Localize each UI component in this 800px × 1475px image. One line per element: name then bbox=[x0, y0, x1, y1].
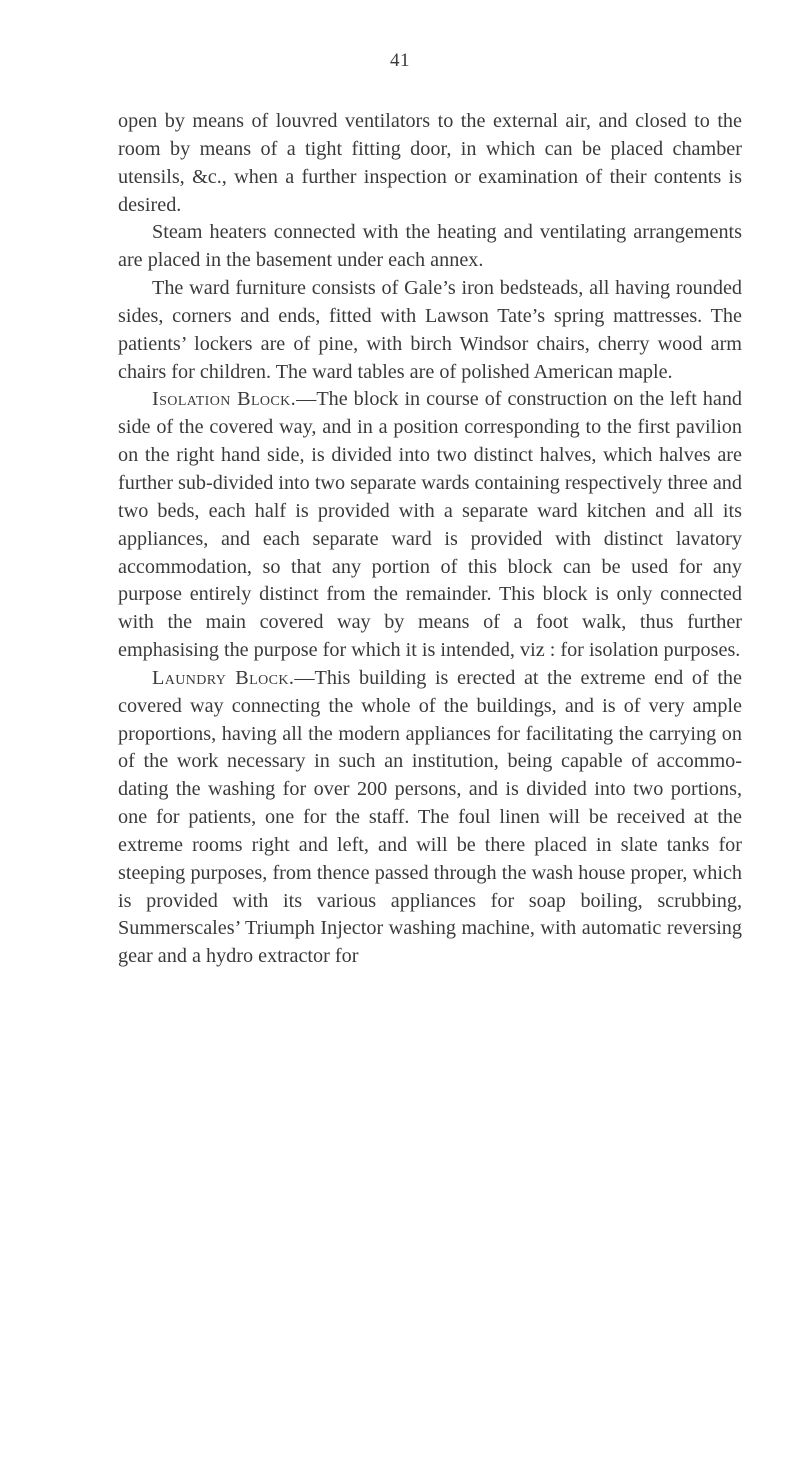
laundry-block-heading: Laundry Block. bbox=[152, 666, 295, 689]
body-text bbox=[118, 108, 742, 971]
isolation-block-heading: Isolation Block. bbox=[152, 388, 297, 411]
paragraph-ventilators: open by means of louvred ventilators to the external air, and closed to the room by means of a tight fitting door, in which can be placed chamber utensils, &c., when a further inspection or examination of their contents is desired. bbox=[118, 110, 742, 216]
laundry-block-text: —This building is erected at the extreme end of the covered way connecting the whole of the buildings, and is of very ample proportions, having all the modern appliances for facilitating the carrying on of the work necessary in such an institution, being capable of accommo-dating the washing for over 200 persons, and is divided into two portions, one for patients, one for the staff. The foul linen will be received at the extreme rooms right and left, and will be there placed in slate tanks for steeping purposes, from thence passed through the wash house proper, which is provided with its various appliances for soap boiling, scrubbing, Summerscales’ Triumph Injector washing machine, with automatic reversing gear and a hydro extractor for bbox=[118, 666, 742, 968]
paragraph-steam-heaters: Steam heaters connected with the heating and ventilating arrangements are placed in the basement under each annex. bbox=[118, 221, 742, 272]
paragraph-ward-furniture: The ward furniture consists of Gale’s iron bedsteads, all having rounded sides, corners and ends, fitted with Lawson Tate’s spring mattresses. The patients’ lockers are of pine, with birch Windsor chairs, cherry wood arm chairs for children. The ward tables are of polished American maple. bbox=[118, 277, 742, 383]
paragraph-laundry-block bbox=[118, 665, 742, 971]
page-number: 41 bbox=[390, 50, 410, 71]
isolation-block-text: —The block in course of construction on the left hand side of the covered way, and in a position corresponding to the first pavilion on the right hand side, is divided into two distinct halves, which halves are further sub-divided into two separate wards containing respectively three and two beds, each half is provided with a separate ward kitchen and all its appliances, and each separate ward is provided with distinct lavatory accommodation, so that any portion of this block can be used for any purpose entirely distinct from the remainder. This block is only connected with the main covered way by means of a foot walk, thus further emphasising the purpose for which it is intended, viz : for isolation purposes. bbox=[118, 388, 743, 662]
paragraph-isolation-block bbox=[118, 386, 742, 664]
